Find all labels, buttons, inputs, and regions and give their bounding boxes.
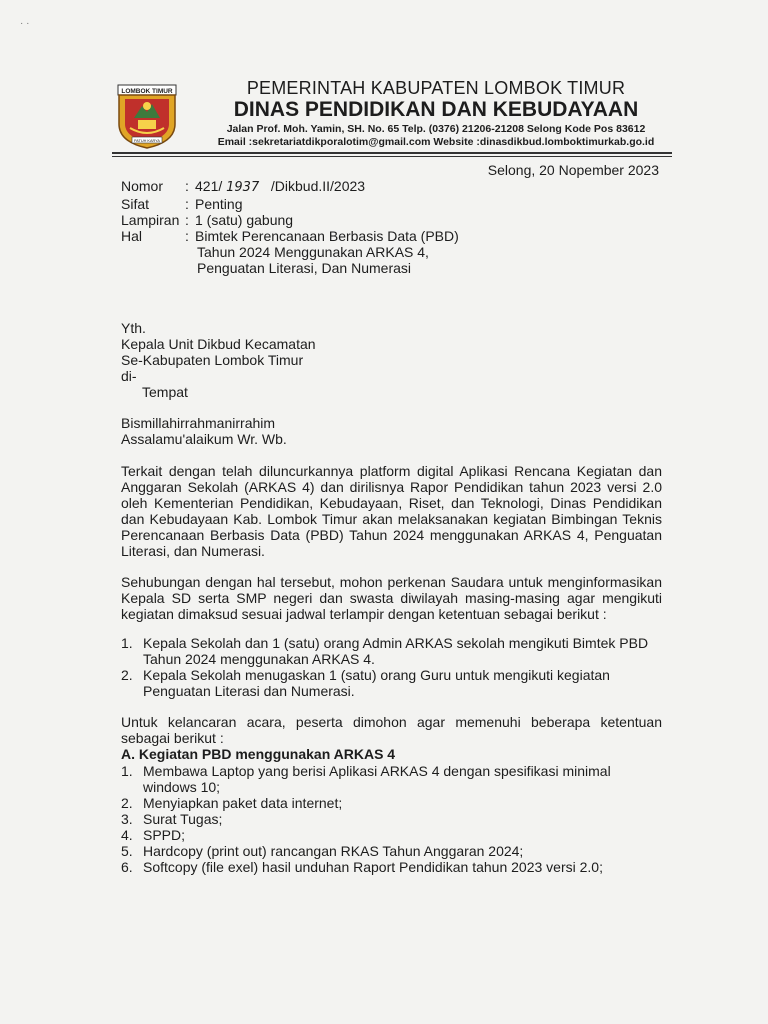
body-paragraph-1: Terkait dengan telah diluncurkannya platform digital Aplikasi Rencana Kegiatan dan Anggaran Sekolah (ARKAS 4) dan dirilisnya Rapor Pendidikan tahun 2023 versi 2.0 oleh Kementerian Pendidikan, Kebudayaan, Riset, dan Teknologi, Dinas Pendidikan dan Kebudayaan Kab. Lombok Timur akan melaksanakan kegiatan Bimbingan Teknis Perencanaan Berbasis Data (PBD) Tahun 2024 menggunakan ARKAS 4, Penguatan Literasi, dan Numerasi.	[121, 463, 662, 559]
addressee-di: di-	[121, 368, 137, 384]
addressee-line1: Kepala Unit Dikbud Kecamatan	[121, 336, 316, 352]
nomor-prefix: 421/	[195, 178, 223, 194]
hal-value-line1: Bimtek Perencanaan Berbasis Data (PBD)	[195, 228, 459, 244]
list-text: Menyiapkan paket data internet;	[143, 795, 343, 811]
list-number: 3.	[121, 811, 133, 827]
list-text: Hardcopy (print out) rancangan RKAS Tahun Anggaran 2024;	[143, 843, 524, 859]
list-item	[121, 827, 662, 843]
list-item	[121, 795, 662, 811]
body-paragraph-3: Untuk kelancaran acara, peserta dimohon agar memenuhi beberapa ketentuan sebagai berikut :	[121, 714, 662, 746]
list-number: 4.	[121, 827, 133, 843]
list-item	[121, 859, 662, 875]
agency-contact: Email :sekretariatdikporalotim@gmail.com Website :dinasdikbud.lomboktimurkab.go.id	[217, 136, 655, 148]
addressee-line2: Se-Kabupaten Lombok Timur	[121, 352, 304, 368]
agency-name: DINAS PENDIDIKAN DAN KEBUDAYAAN	[233, 98, 639, 121]
addressee	[121, 320, 316, 400]
list-text: Surat Tugas;	[143, 811, 223, 827]
list-text: Softcopy (file exel) hasil unduhan Raport Pendidikan tahun 2023 versi 2.0;	[143, 859, 603, 875]
list-number: 1.	[121, 635, 133, 651]
nomor-value	[195, 178, 365, 196]
section-a-heading: A. Kegiatan PBD menggunakan ARKAS 4	[121, 746, 396, 762]
body-paragraph-2: Sehubungan dengan hal tersebut, mohon perkenan Saudara untuk menginformasikan Kepala SD serta SMP negeri dan swasta diwilayah masing-masing agar mengikuti kegiatan dimaksud sesuai jadwal terlampir dengan ketentuan sebagai berikut :	[121, 574, 662, 622]
logo-text: LOMBOK TIMUR	[121, 88, 173, 95]
list-number: 2.	[121, 795, 133, 811]
nomor-handwritten: 1937	[226, 180, 260, 195]
list-text: SPPD;	[143, 827, 186, 843]
list-item	[121, 667, 662, 699]
list-number: 1.	[121, 763, 133, 779]
list-number: 2.	[121, 667, 133, 683]
hal-value-line2: Tahun 2024 Menggunakan ARKAS 4,	[197, 244, 429, 260]
greeting-line1: Bismillahirrahmanirrahim	[121, 415, 276, 431]
letterhead-rule-thick	[112, 152, 672, 154]
list-text: Kepala Sekolah dan 1 (satu) orang Admin ARKAS sekolah mengikuti Bimtek PBD Tahun 2024 menggunakan ARKAS 4.	[143, 635, 649, 667]
hal-label: Hal	[121, 228, 143, 244]
list-number: 6.	[121, 859, 133, 875]
list-item	[121, 843, 662, 859]
greeting-line2: Assalamu'alaikum Wr. Wb.	[121, 431, 287, 447]
hal-value-line3: Penguatan Literasi, Dan Numerasi	[197, 260, 412, 276]
agency-address: Jalan Prof. Moh. Yamin, SH. No. 65 Telp. (0376) 21206-21208 Selong Kode Pos 83612	[226, 123, 646, 135]
list-item	[121, 811, 662, 827]
scan-mark: · ·	[20, 18, 30, 29]
lampiran-value: 1 (satu) gabung	[195, 212, 294, 228]
letterhead-rule-thin	[112, 156, 672, 157]
list-text: Kepala Sekolah menugaskan 1 (satu) orang Guru untuk mengikuti kegiatan Penguatan Literasi dan Numerasi.	[143, 667, 610, 699]
requirements-list	[121, 763, 662, 875]
letter-meta	[121, 178, 459, 276]
addressee-tempat: Tempat	[142, 384, 188, 400]
lombok-timur-logo	[116, 84, 178, 150]
sifat-value: Penting	[195, 196, 243, 212]
colon: :	[185, 196, 189, 212]
sifat-label: Sifat	[121, 196, 150, 212]
letter-date: Selong, 20 Nopember 2023	[487, 162, 659, 178]
logo-motto: PATUH KARYA	[134, 138, 160, 143]
list-text: Membawa Laptop yang berisi Aplikasi ARKAS 4 dengan spesifikasi minimal windows 10;	[143, 763, 611, 795]
greeting	[121, 415, 287, 447]
list-number: 5.	[121, 843, 133, 859]
nomor-suffix: /Dikbud.II/2023	[270, 178, 366, 194]
government-name: PEMERINTAH KABUPATEN LOMBOK TIMUR	[246, 78, 626, 98]
list-item	[121, 763, 662, 795]
colon: :	[185, 178, 189, 194]
provisions-list	[121, 635, 662, 699]
colon: :	[185, 212, 189, 228]
nomor-label: Nomor	[121, 178, 164, 194]
list-item	[121, 635, 662, 667]
lampiran-label: Lampiran	[121, 212, 180, 228]
colon: :	[185, 228, 189, 244]
addressee-yth: Yth.	[121, 320, 146, 336]
